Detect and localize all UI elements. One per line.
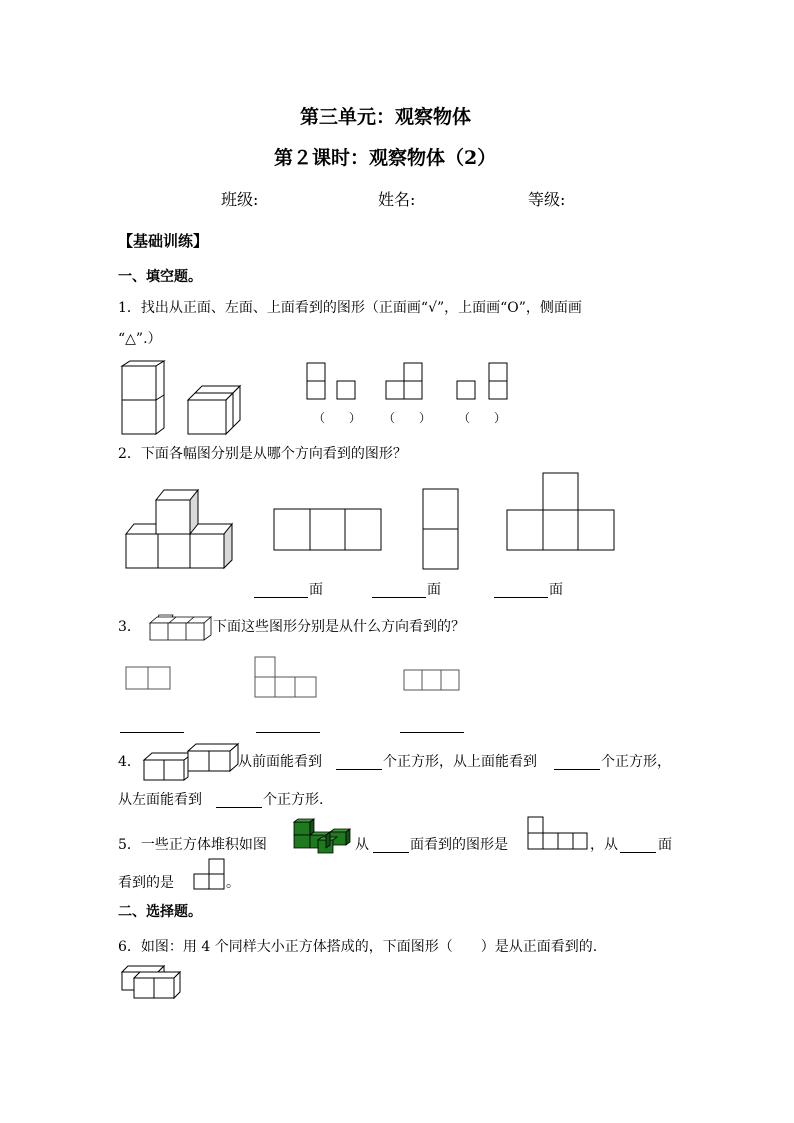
q2-face-3: 面 bbox=[549, 582, 563, 598]
q5-text4: ，从 bbox=[590, 837, 618, 853]
q3-view-c bbox=[403, 669, 461, 691]
q5-blank-1[interactable] bbox=[373, 852, 409, 853]
name-label: 姓名: bbox=[378, 190, 416, 209]
q3-number: 3． bbox=[118, 619, 141, 635]
q3-view-a bbox=[125, 666, 171, 690]
q4-blank-top[interactable] bbox=[554, 769, 600, 770]
q2-blank-3[interactable] bbox=[494, 597, 548, 598]
q4-blank-front[interactable] bbox=[336, 769, 382, 770]
section-basic-training: 【基础训练】 bbox=[118, 232, 209, 250]
q2-blank-1[interactable] bbox=[254, 597, 308, 598]
q2-face-1: 面 bbox=[309, 582, 323, 598]
q5-blank-2[interactable] bbox=[620, 852, 656, 853]
q3-blank-2[interactable] bbox=[256, 732, 320, 733]
q1-answer-paren-1[interactable]: （ ） bbox=[313, 411, 362, 425]
q4-blank-left[interactable] bbox=[216, 807, 262, 808]
q2-blank-2[interactable] bbox=[372, 597, 426, 598]
q1-line1: 1．找出从正面、左面、上面看到的图形（正面画“√”，上面画“O”，侧面画 bbox=[118, 300, 582, 316]
part2-heading: 二、选择题。 bbox=[118, 904, 202, 920]
q2-view-column2 bbox=[422, 488, 460, 572]
q1-view-a bbox=[306, 362, 358, 402]
q1-row-figure bbox=[186, 382, 242, 436]
q4-text1: 从前面能看到 bbox=[238, 754, 322, 770]
q4-text5: 个正方形. bbox=[263, 792, 324, 808]
q4-text2: 个正方形，从上面能看到 bbox=[383, 754, 537, 770]
q1-view-c bbox=[456, 362, 512, 402]
q2-view-t-shape bbox=[506, 472, 616, 552]
q5-text3: 面看到的图形是 bbox=[410, 837, 508, 853]
q6-cube-figure bbox=[120, 964, 182, 1000]
q3-blank-3[interactable] bbox=[400, 732, 464, 733]
q5-text6: 看到的是 bbox=[118, 875, 174, 891]
q2-text: 2．下面各幅图分别是从哪个方向看到的图形？ bbox=[118, 446, 407, 462]
q5-text1: 5．一些正方体堆积如图 bbox=[118, 837, 267, 853]
q2-stack-figure bbox=[124, 486, 236, 572]
q2-face-2: 面 bbox=[427, 582, 441, 598]
q4-number: 4． bbox=[118, 754, 141, 770]
lesson-title: 第２课时：观察物体（2） bbox=[274, 147, 497, 169]
q1-answer-paren-2[interactable]: （ ） bbox=[383, 411, 432, 425]
q1-line2: “△”.） bbox=[118, 331, 162, 347]
class-label: 班级: bbox=[221, 190, 259, 209]
grade-label: 等级: bbox=[528, 190, 566, 209]
q4-cube-figure bbox=[142, 742, 240, 782]
q1-answer-paren-3[interactable]: （ ） bbox=[458, 411, 507, 425]
q6-text: 6．如图：用 4 个同样大小正方体搭成的，下面图形（ ）是从正面看到的. bbox=[118, 939, 598, 955]
q1-tower-figure bbox=[120, 360, 166, 436]
unit-title: 第三单元：观察物体 bbox=[300, 106, 472, 128]
q3-cube-row-figure bbox=[149, 613, 213, 641]
q5-green-cube-figure bbox=[292, 818, 354, 856]
q3-view-b bbox=[254, 656, 318, 698]
q1-view-b bbox=[384, 362, 426, 402]
q3-blank-1[interactable] bbox=[120, 732, 184, 733]
q2-view-row3 bbox=[273, 508, 383, 552]
q5-text5: 面 bbox=[658, 837, 672, 853]
q3-text: 下面这些图形分别是从什么方向看到的？ bbox=[213, 619, 465, 635]
q5-view-a bbox=[527, 816, 589, 852]
q5-text7: 。 bbox=[226, 875, 240, 891]
q5-view-b bbox=[193, 858, 227, 892]
q4-text4: 从左面能看到 bbox=[118, 792, 202, 808]
q4-text3: 个正方形， bbox=[601, 754, 671, 770]
q5-text2: 从 bbox=[355, 837, 369, 853]
part1-heading: 一、填空题。 bbox=[118, 269, 202, 285]
